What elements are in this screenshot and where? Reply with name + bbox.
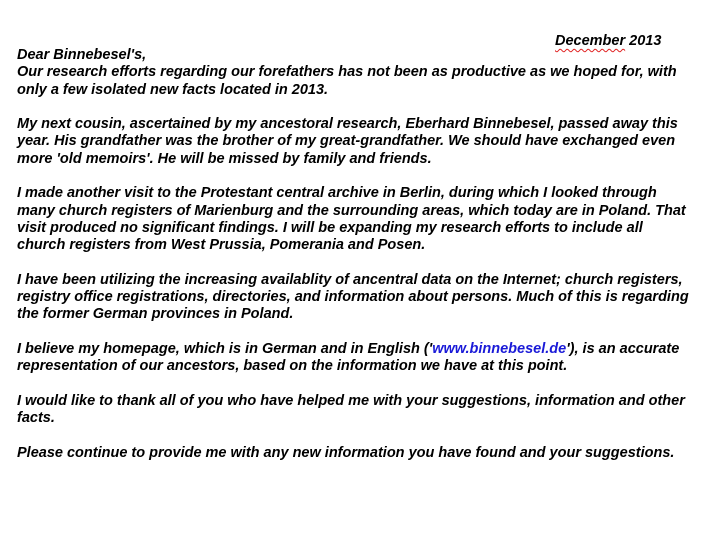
paragraph-4 — [17, 272, 715, 324]
paragraph-5 — [17, 341, 715, 376]
paragraph-7 — [17, 445, 715, 462]
paragraph-5-line-1 — [17, 341, 715, 358]
paragraph-6 — [17, 393, 715, 428]
paragraph-2-line-2: year. His grandfather was the brother of my great-grandfather. We should have exchanged even — [17, 133, 676, 150]
paragraph-6-line-1: I would like to thank all of you who have helped me with your suggestions, information and other — [17, 392, 685, 409]
paragraph-3-line-4: church registers from West Prussia, Pomerania and Posen. — [17, 237, 426, 254]
paragraph-4-line-2: registry office registrations, directories, and information about persons. Much of this is regarding — [17, 289, 689, 306]
paragraph-3-line-1: I made another visit to the Protestant central archive in Berlin, during which I looked through — [17, 185, 657, 202]
date-year: 2013 — [629, 33, 662, 49]
intro-paragraph — [17, 47, 715, 99]
paragraph-5-text-before-link: I believe my homepage, which is in German and in English (' — [17, 341, 433, 358]
salutation: Dear Binnebesel's, — [17, 47, 147, 63]
paragraph-3-line-2: many church registers of Marienburg and the surrounding areas, which today are in Poland. That — [17, 202, 686, 219]
paragraph-3 — [17, 185, 715, 254]
paragraph-2 — [17, 116, 715, 168]
homepage-link[interactable]: www.binnebesel.de — [432, 341, 567, 358]
paragraph-5-text-after-link: '), is an accurate — [566, 341, 680, 358]
paragraph-5-line-2: representation of our ancestors, based on the information we have at this point. — [17, 358, 568, 375]
letter-body — [17, 47, 715, 479]
paragraph-7-line-1: Please continue to provide me with any new information you have found and your suggestions. — [17, 444, 675, 461]
paragraph-3-line-3: visit produced no significant findings. I will be expanding my research efforts to include all — [17, 219, 643, 236]
paragraph-1-line-1: Our research efforts regarding our forefathers has not been as productive as we hoped for, with — [17, 64, 677, 81]
paragraph-1-line-2: only a few isolated new facts located in 2013. — [17, 81, 329, 98]
paragraph-4-line-3: the former German provinces in Poland. — [17, 306, 294, 323]
date-month: December — [555, 33, 626, 49]
paragraph-4-line-1: I have been utilizing the increasing availablity of ancentral data on the Internet; church registers, — [17, 271, 683, 288]
paragraph-2-line-3: more 'old memoirs'. He will be missed by family and friends. — [17, 150, 432, 167]
paragraph-2-line-1: My next cousin, ascertained by my ancestoral research, Eberhard Binnebesel, passed away this — [17, 116, 678, 133]
paragraph-6-line-2: facts. — [17, 410, 55, 427]
